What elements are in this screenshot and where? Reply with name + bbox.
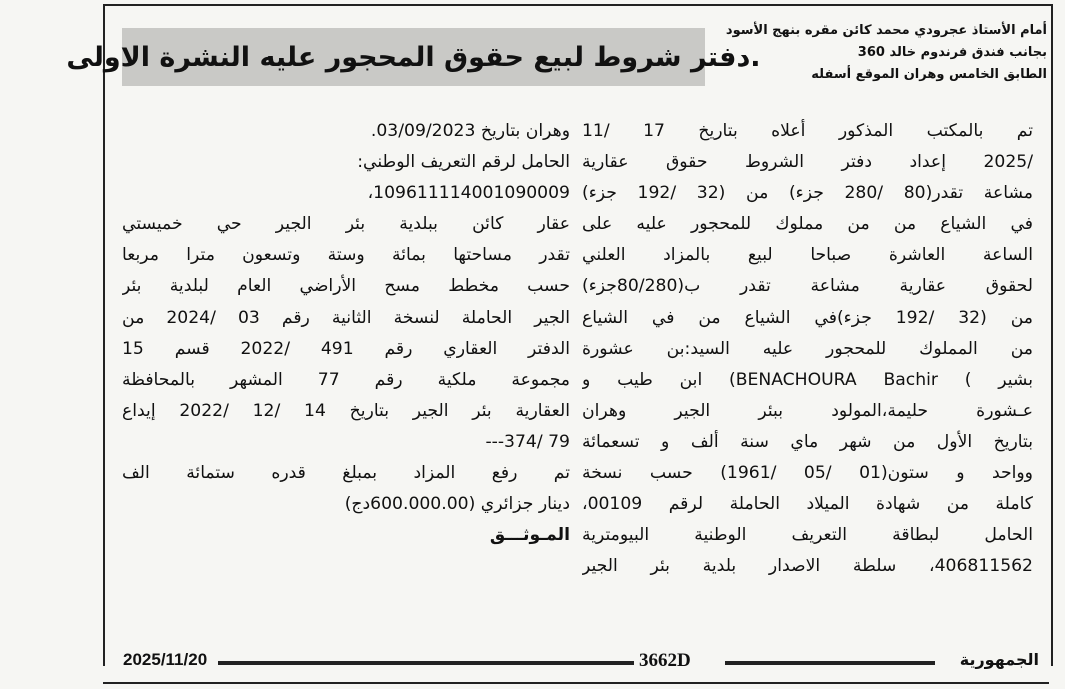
text-line: 109611114001090009، (367, 183, 570, 204)
footer-date: 2025/11/20 (123, 650, 208, 669)
text-line: بشير ) BENACHOURA Bachir) ابن طيب و (582, 369, 1033, 390)
text-line: 406811562، سلطة الاصدار بلدية بئر الجير (582, 556, 1033, 577)
text-line: العقارية بئر الجير بتاريخ 14 /12 /2022 إيداع (122, 400, 570, 421)
address-line-1: أمام الأستاذ عجرودي محمد كائن مقره بنهج الأسود (725, 23, 1047, 38)
text-line: تم رفع المزاد بمبلغ قدره ستمائة الف (122, 463, 570, 484)
text-line: بتاريخ الأول من شهر ماي سنة ألف و تسعمائة (582, 431, 1033, 452)
text-line: مجموعة ملكية رقم 77 المشهر بالمحافظة (122, 369, 570, 390)
text-line: كاملة من شهادة الميلاد الحاملة لرقم 00109، (582, 494, 1033, 515)
footer-rule-left (218, 661, 634, 665)
text-line: من (32 /192 جزء)في الشياع من في الشياع (582, 307, 1033, 328)
footer-rule-right (725, 661, 935, 665)
notice-title-box (66, 28, 761, 86)
footer-issue-number: 3662D (639, 650, 691, 671)
text-line: وهران بتاريخ 03/09/2023. (370, 121, 570, 141)
address-line-2: بجانب فندق فرندوم خالد 360 (857, 45, 1047, 60)
text-line: عـشورة حليمة،المولود ببئر الجير وهران (582, 400, 1033, 421)
text-line: وواحد و ستون(01 /05 /1961) حسب نسخة (582, 463, 1033, 484)
text-line: تقدر مساحتها بمائة وستة وتسعون مترا مربعا (122, 245, 570, 266)
notary-address (725, 20, 1047, 86)
newspaper-brand: الجمهورية (959, 650, 1039, 669)
left-column (122, 116, 570, 551)
text-line: في الشياع من من مملوك للمحجور عليه على (582, 214, 1033, 235)
text-line: الساعة العاشرة صباحا لبيع بالمزاد العلني (582, 245, 1033, 266)
address-line-3: الطابق الخامس وهران الموقع أسفله (811, 67, 1047, 82)
text-line: مشاعة تقدر(80 /280 جزء) من (32 /192 جزء) (582, 183, 1033, 204)
right-column (582, 116, 1033, 582)
bottom-rule (103, 682, 1049, 684)
text-line: عقار كائن ببلدية بئر الجير حي خميستي (122, 214, 570, 235)
notary-signature: المـوثـــق (489, 525, 570, 546)
text-line: لحقوق عقارية مشاعة تقدر ب(80/280جزء) (582, 276, 1033, 297)
text-line: دينار جزائري (600.000.00دج) (344, 494, 570, 515)
text-line: تم بالمكتب المذكور أعلاه بتاريخ 17 /11 (582, 121, 1033, 141)
text-line: من المملوك للمحجور عليه السيد:بن عشورة (582, 338, 1033, 359)
text-line: الحامل لبطاقة التعريف الوطنية البيومترية (582, 525, 1033, 546)
text-line: حسب مخطط مسح الأراضي العام لبلدية بئر (122, 276, 570, 297)
text-line: الدفتر العقاري رقم 491 /2022 قسم 15 (122, 338, 570, 359)
text-line: 79 /374--- (485, 431, 570, 452)
text-line: الجير الحاملة لنسخة الثانية رقم 03 /2024 من (122, 307, 570, 328)
notice-title: .دفتر شروط لبيع حقوق المحجور عليه النشرة الاولى (66, 41, 761, 73)
text-line: /2025 إعداد دفتر الشروط حقوق عقارية (582, 152, 1033, 173)
page-footer (103, 650, 1049, 674)
text-line: الحامل لرقم التعريف الوطني: (357, 152, 570, 173)
